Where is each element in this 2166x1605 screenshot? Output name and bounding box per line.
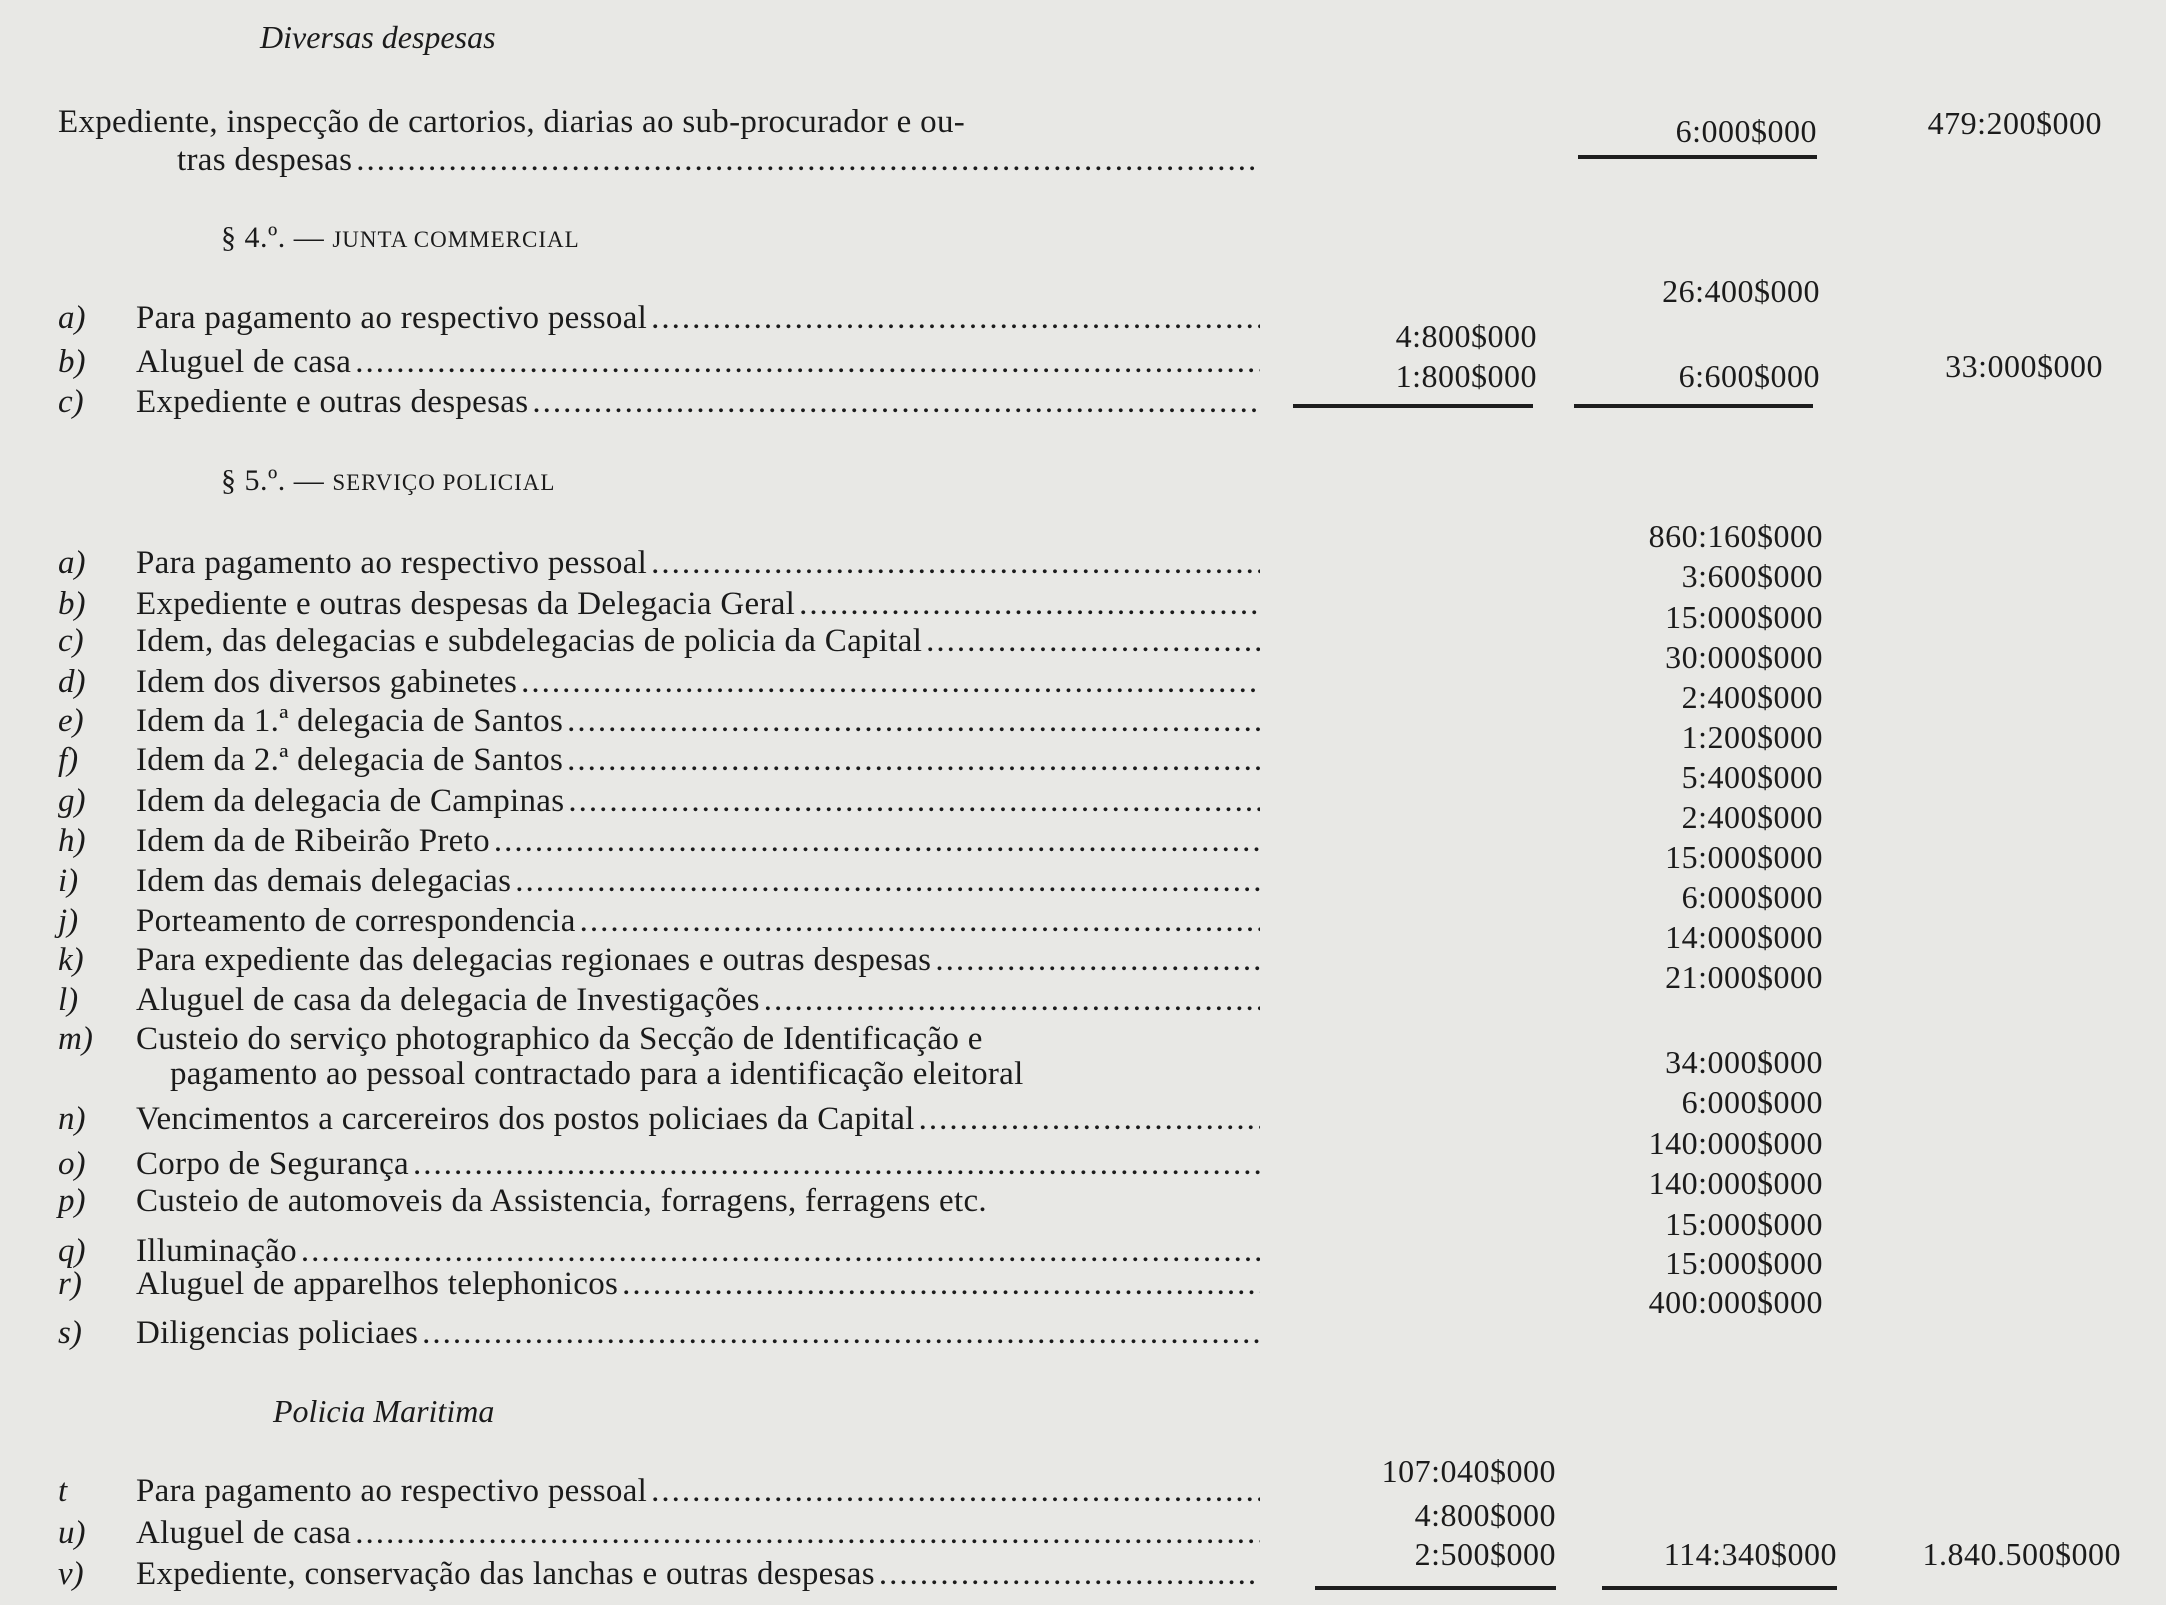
list-item (58, 1144, 1260, 1184)
list-item (58, 1313, 1260, 1353)
item-letter: f) (58, 742, 79, 778)
sum-rule (1602, 1586, 1837, 1590)
item-text: Diligencias policiaes (136, 1315, 419, 1351)
leader-dots (919, 1099, 1260, 1139)
item-letter: k) (58, 942, 84, 978)
item-letter: j) (58, 903, 79, 939)
item-text: Illuminação (136, 1233, 297, 1269)
item-amount: 860:160$000 (1648, 518, 1823, 554)
item-amount: 14:000$000 (1665, 919, 1823, 955)
item-amount: 3:600$000 (1681, 558, 1823, 594)
subtotal: 6:600$000 (1678, 358, 1820, 394)
section-title: JUNTA COMMERCIAL (332, 227, 580, 252)
item-text: Idem da 1.ª delegacia de Santos (136, 703, 564, 739)
leader-dots (580, 901, 1260, 941)
section-number: § 4.º. — (221, 221, 325, 254)
item-amount: 1:800$000 (1395, 358, 1537, 394)
list-item (58, 662, 1260, 702)
item-amount: 6:000$000 (1681, 1084, 1823, 1120)
item-text: tras despesas (177, 142, 353, 178)
list-item (58, 1019, 1260, 1059)
item-text: Vencimentos a carcereiros dos postos policiaes da Capital (136, 1101, 915, 1137)
item-text: Custeio do serviço photographico da Secção de Identificação e (136, 1021, 983, 1057)
section-number: § 5.º. — (221, 464, 325, 497)
item-amount: 15:000$000 (1665, 1206, 1823, 1242)
item-text: Para pagamento ao respectivo pessoal (136, 545, 648, 581)
sum-rule (1315, 1586, 1556, 1590)
list-item (58, 543, 1260, 583)
item-text: Expediente, conservação das lanchas e outras despesas (136, 1556, 875, 1592)
leader-dots (935, 940, 1260, 980)
item-amount: 2:400$000 (1681, 799, 1823, 835)
leader-dots (651, 298, 1260, 338)
item-letter: p) (58, 1183, 86, 1219)
item-letter: e) (58, 703, 84, 739)
item-letter: o) (58, 1146, 86, 1182)
leader-dots (532, 382, 1260, 422)
item-text: Idem da delegacia de Campinas (136, 783, 565, 819)
item-letter: s) (58, 1315, 82, 1351)
leader-dots (521, 662, 1260, 702)
item-letter: r) (58, 1266, 82, 1302)
list-item (58, 821, 1260, 861)
leader-dots (494, 821, 1260, 861)
item-amount: 107:040$000 (1381, 1453, 1556, 1489)
list-item (58, 1181, 1260, 1221)
item-text: pagamento ao pessoal contractado para a identificação eleitoral (170, 1056, 1024, 1092)
item-amount: 26:400$000 (1662, 273, 1820, 309)
leader-dots (799, 584, 1260, 624)
item-text: Idem, das delegacias e subdelegacias de policia da Capital (136, 623, 923, 659)
item-text: Expediente e outras despesas da Delegacia Geral (136, 586, 796, 622)
leader-dots (422, 1313, 1260, 1353)
item-letter: l) (58, 982, 79, 1018)
leader-dots (764, 980, 1260, 1020)
section-total: 33:000$000 (1945, 348, 2103, 384)
leader-dots (879, 1554, 1260, 1594)
leader-dots (413, 1144, 1260, 1184)
item-text: Idem dos diversos gabinetes (136, 664, 518, 700)
item-amount: 2:500$000 (1414, 1536, 1556, 1572)
item-letter: t (58, 1473, 68, 1509)
leader-dots (651, 543, 1260, 583)
section-title: SERVIÇO POLICIAL (332, 470, 556, 495)
list-item (58, 621, 1260, 661)
item-amount: 21:000$000 (1665, 959, 1823, 995)
list-item (58, 342, 1260, 382)
item-amount: 4:800$000 (1395, 318, 1537, 354)
leader-dots (926, 621, 1260, 661)
item-text: Custeio de automoveis da Assistencia, forragens, ferragens etc. (136, 1183, 987, 1219)
leader-dots (515, 861, 1260, 901)
item-letter: q) (58, 1233, 86, 1269)
list-item (58, 701, 1260, 741)
sum-rule (1293, 404, 1533, 408)
sum-rule (1578, 155, 1817, 159)
item-text: Aluguel de casa da delegacia de Investigações (136, 982, 760, 1018)
leader-dots (355, 1513, 1260, 1553)
list-item (58, 940, 1260, 980)
item-text: Para expediente das delegacias regionaes e outras despesas (136, 942, 932, 978)
item-amount: 140:000$000 (1648, 1125, 1823, 1161)
item-letter: c) (58, 623, 84, 659)
item-text: Aluguel de casa (136, 1515, 352, 1551)
item-letter: d) (58, 664, 86, 700)
item-amount: 5:400$000 (1681, 759, 1823, 795)
leader-dots (356, 140, 1260, 180)
item-text: Idem das demais delegacias (136, 863, 512, 899)
item-letter: n) (58, 1101, 86, 1137)
item-amount: 15:000$000 (1665, 599, 1823, 635)
item-letter: v) (58, 1556, 84, 1592)
list-item (58, 740, 1260, 780)
item-text: Aluguel de casa (136, 344, 352, 380)
leader-dots (567, 701, 1260, 741)
item-letter: h) (58, 823, 86, 859)
section-heading-servico (221, 461, 555, 501)
item-text: Para pagamento ao respectivo pessoal (136, 1473, 648, 1509)
list-item (58, 781, 1260, 821)
item-amount: 6:000$000 (1681, 879, 1823, 915)
list-item (58, 1471, 1260, 1511)
section-heading-junta (221, 218, 580, 258)
list-item-expediente (58, 102, 1260, 142)
item-text: Porteamento de correspondencia (136, 903, 576, 939)
item-text: Expediente, inspecção de cartorios, diarias ao sub-procurador e ou- (58, 104, 966, 140)
list-item (58, 1099, 1260, 1139)
list-item-cont (170, 1054, 1260, 1094)
item-letter: a) (58, 300, 86, 336)
leader-dots (355, 342, 1260, 382)
item-amount: 30:000$000 (1665, 639, 1823, 675)
list-item (58, 861, 1260, 901)
amount: 6:000$000 (1675, 113, 1817, 149)
list-item (58, 1264, 1260, 1304)
grand-total: 1.840.500$000 (1922, 1536, 2121, 1572)
leader-dots (622, 1264, 1260, 1304)
subtotal: 114:340$000 (1663, 1536, 1837, 1572)
list-item (58, 1554, 1260, 1594)
list-item (58, 584, 1260, 624)
item-letter: c) (58, 384, 84, 420)
item-amount: 15:000$000 (1665, 1245, 1823, 1281)
item-text: Idem da 2.ª delegacia de Santos (136, 742, 564, 778)
item-text: Expediente e outras despesas (136, 384, 529, 420)
item-amount: 400:000$000 (1648, 1284, 1823, 1320)
section-heading-diversas: Diversas despesas (260, 19, 496, 55)
list-item (58, 980, 1260, 1020)
item-letter: g) (58, 783, 86, 819)
item-amount: 2:400$000 (1681, 679, 1823, 715)
item-amount: 34:000$000 (1665, 1044, 1823, 1080)
item-amount: 1:200$000 (1681, 719, 1823, 755)
leader-dots (568, 781, 1260, 821)
leader-dots (567, 740, 1260, 780)
item-text: Aluguel de apparelhos telephonicos (136, 1266, 619, 1302)
list-item (58, 1513, 1260, 1553)
section-heading-maritima: Policia Maritima (273, 1393, 495, 1429)
item-text: Corpo de Segurança (136, 1146, 409, 1182)
item-amount: 15:000$000 (1665, 839, 1823, 875)
sum-rule (1574, 404, 1813, 408)
item-letter: b) (58, 586, 86, 622)
section-total: 479:200$000 (1927, 105, 2102, 141)
item-amount: 4:800$000 (1414, 1497, 1556, 1533)
item-letter: a) (58, 545, 86, 581)
list-item (58, 901, 1260, 941)
item-letter: b) (58, 344, 86, 380)
leader-dots (651, 1471, 1260, 1511)
item-letter: u) (58, 1515, 86, 1551)
list-item-expediente-cont (177, 140, 1260, 180)
list-item (58, 298, 1260, 338)
item-text: Para pagamento ao respectivo pessoal (136, 300, 648, 336)
item-letter: i) (58, 863, 79, 899)
list-item (58, 382, 1260, 422)
item-text: Idem da de Ribeirão Preto (136, 823, 490, 859)
item-amount: 140:000$000 (1648, 1165, 1823, 1201)
item-letter: m) (58, 1021, 93, 1057)
